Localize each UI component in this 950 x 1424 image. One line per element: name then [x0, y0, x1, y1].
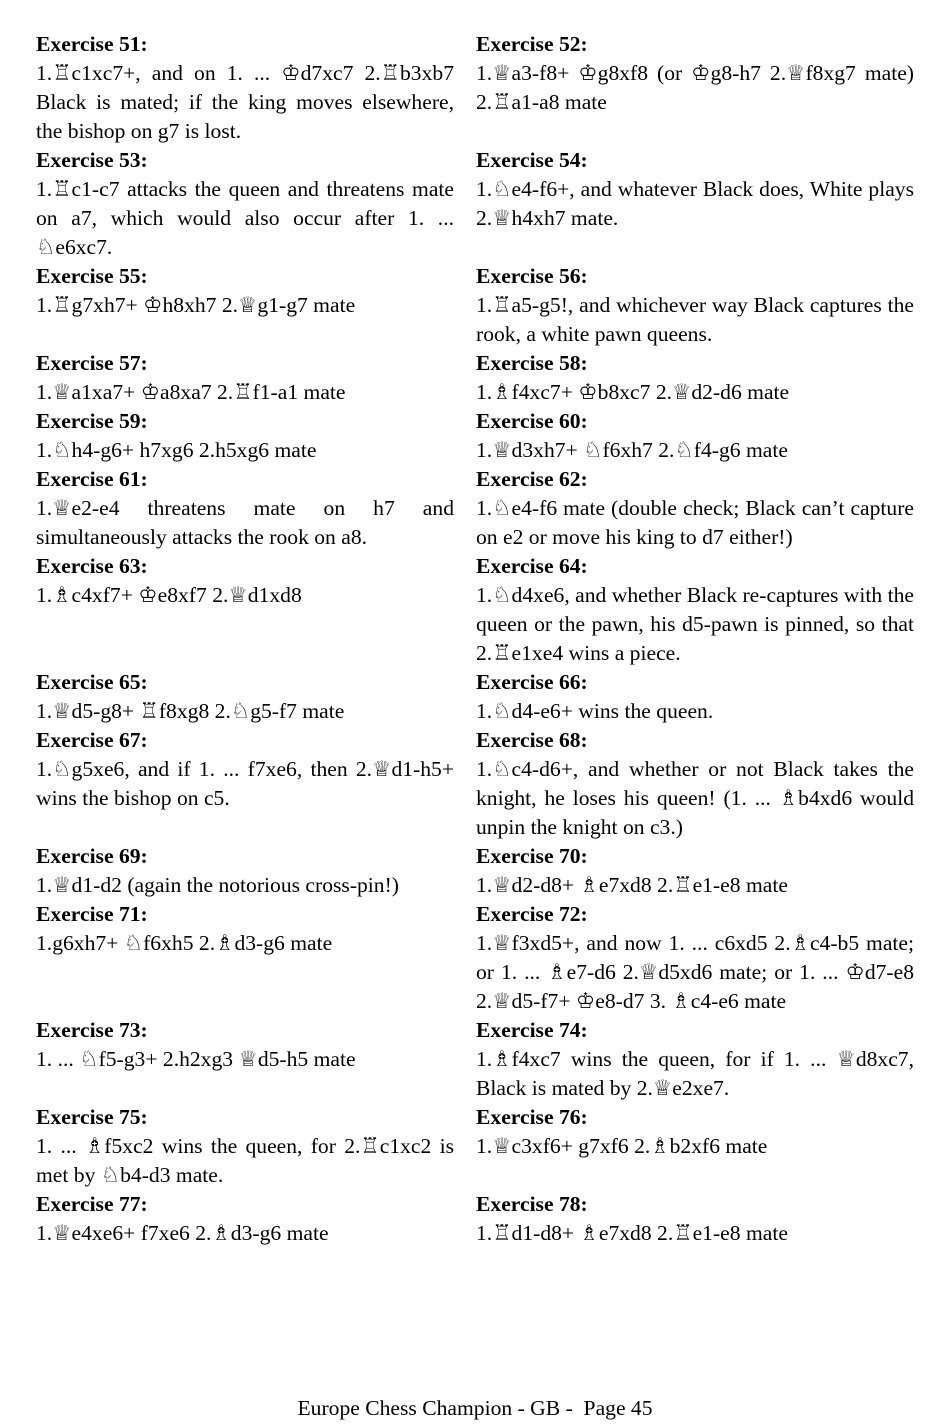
- exercise-title: Exercise 57:: [36, 351, 148, 375]
- exercise-solution: 1.♘g5xe6, and if 1. ... f7xe6, then 2.♕d1-h5+ wins the bishop on c5.: [36, 757, 454, 810]
- exercise-solution: 1.♕f3xd5+, and now 1. ... c6xd5 2.♗c4-b5 mate; or 1. ... ♗e7-d6 2.♕d5xd6 mate; or 1. ... ♔d7-e8 2.♕d5-f7+ ♔e8-d7 3. ♗c4-e6 mate: [476, 931, 914, 1013]
- exercise-title: Exercise 53:: [36, 148, 148, 172]
- exercise-title: Exercise 60:: [476, 409, 588, 433]
- exercise-entry: [36, 349, 454, 407]
- exercise-solution: 1.♘h4-g6+ h7xg6 2.h5xg6 mate: [36, 438, 317, 462]
- exercise-title: Exercise 66:: [476, 670, 588, 694]
- exercise-entry: [476, 465, 914, 552]
- exercise-solution: 1.♕d5-g8+ ♖f8xg8 2.♘g5-f7 mate: [36, 699, 345, 723]
- exercise-entry: [476, 552, 914, 668]
- exercise-entry: [36, 1190, 454, 1248]
- exercise-title: Exercise 52:: [476, 32, 588, 56]
- exercise-solution: 1.♗c4xf7+ ♔e8xf7 2.♕d1xd8: [36, 583, 302, 607]
- exercise-solution: 1.g6xh7+ ♘f6xh5 2.♗d3-g6 mate: [36, 931, 333, 955]
- exercise-title: Exercise 56:: [476, 264, 588, 288]
- exercise-solution: 1.♕d1-d2 (again the notorious cross-pin!): [36, 873, 399, 897]
- exercise-title: Exercise 55:: [36, 264, 148, 288]
- exercise-solution: 1.♗f4xc7 wins the queen, for if 1. ... ♕d8xc7, Black is mated by 2.♕e2xe7.: [476, 1047, 914, 1100]
- exercise-title: Exercise 64:: [476, 554, 588, 578]
- exercise-entry: [476, 726, 914, 842]
- exercise-solution: 1.♕d2-d8+ ♗e7xd8 2.♖e1-e8 mate: [476, 873, 788, 897]
- exercise-entry: [36, 30, 454, 146]
- exercise-grid: [36, 30, 914, 1248]
- exercise-solution: 1.♕e2-e4 threatens mate on h7 and simultaneously attacks the rook on a8.: [36, 496, 454, 549]
- exercise-solution: 1.♕d3xh7+ ♘f6xh7 2.♘f4-g6 mate: [476, 438, 788, 462]
- exercise-entry: [36, 552, 454, 610]
- exercise-solution: 1.♘e4-f6 mate (double check; Black can’t capture on e2 or move his king to d7 either!): [476, 496, 914, 549]
- exercise-title: Exercise 61:: [36, 467, 148, 491]
- page: [36, 30, 914, 1330]
- exercise-title: Exercise 68:: [476, 728, 588, 752]
- exercise-solution: 1. ... ♘f5-g3+ 2.h2xg3 ♕d5-h5 mate: [36, 1047, 356, 1071]
- exercise-title: Exercise 76:: [476, 1105, 588, 1129]
- exercise-entry: [36, 262, 454, 320]
- exercise-title: Exercise 63:: [36, 554, 148, 578]
- exercise-title: Exercise 58:: [476, 351, 588, 375]
- exercise-entry: [476, 262, 914, 349]
- exercise-entry: [476, 407, 914, 465]
- exercise-solution: 1.♕e4xe6+ f7xe6 2.♗d3-g6 mate: [36, 1221, 329, 1245]
- exercise-title: Exercise 70:: [476, 844, 588, 868]
- exercise-solution: 1.♖d1-d8+ ♗e7xd8 2.♖e1-e8 mate: [476, 1221, 788, 1245]
- exercise-entry: [476, 349, 914, 407]
- exercise-title: Exercise 54:: [476, 148, 588, 172]
- exercise-entry: [36, 146, 454, 262]
- exercise-solution: 1.♖c1-c7 attacks the queen and threatens mate on a7, which would also occur after 1. ... ♘e6xc7.: [36, 177, 454, 259]
- exercise-title: Exercise 75:: [36, 1105, 148, 1129]
- exercise-entry: [476, 668, 914, 726]
- exercise-title: Exercise 74:: [476, 1018, 588, 1042]
- exercise-entry: [476, 900, 914, 1016]
- exercise-title: Exercise 73:: [36, 1018, 148, 1042]
- exercise-title: Exercise 71:: [36, 902, 148, 926]
- exercise-solution: 1. ... ♗f5xc2 wins the queen, for 2.♖c1xc2 is met by ♘b4-d3 mate.: [36, 1134, 454, 1187]
- exercise-solution: 1.♕c3xf6+ g7xf6 2.♗b2xf6 mate: [476, 1134, 768, 1158]
- exercise-entry: [36, 407, 454, 465]
- exercise-entry: [36, 900, 454, 958]
- exercise-title: Exercise 69:: [36, 844, 148, 868]
- exercise-solution: 1.♗f4xc7+ ♔b8xc7 2.♕d2-d6 mate: [476, 380, 790, 404]
- exercise-entry: [476, 146, 914, 233]
- exercise-entry: [36, 1016, 454, 1074]
- exercise-solution: 1.♘d4-e6+ wins the queen.: [476, 699, 714, 723]
- exercise-title: Exercise 62:: [476, 467, 588, 491]
- exercise-entry: [36, 1103, 454, 1190]
- exercise-title: Exercise 77:: [36, 1192, 148, 1216]
- exercise-entry: [36, 668, 454, 726]
- exercise-solution: 1.♕a1xa7+ ♔a8xa7 2.♖f1-a1 mate: [36, 380, 346, 404]
- exercise-solution: 1.♖a5-g5!, and whichever way Black captures the rook, a white pawn queens.: [476, 293, 914, 346]
- exercise-entry: [36, 726, 454, 813]
- exercise-solution: 1.♕a3-f8+ ♔g8xf8 (or ♔g8-h7 2.♕f8xg7 mate) 2.♖a1-a8 mate: [476, 61, 914, 114]
- exercise-title: Exercise 51:: [36, 32, 148, 56]
- exercise-solution: 1.♖c1xc7+, and on 1. ... ♔d7xc7 2.♖b3xb7 Black is mated; if the king moves elsewhere, the bishop on g7 is lost.: [36, 61, 454, 143]
- exercise-solution: 1.♘d4xe6, and whether Black re-captures with the queen or the pawn, his d5-pawn is pinned, so that 2.♖e1xe4 wins a piece.: [476, 583, 914, 665]
- exercise-title: Exercise 65:: [36, 670, 148, 694]
- exercise-entry: [476, 1016, 914, 1103]
- exercise-entry: [476, 30, 914, 117]
- exercise-title: Exercise 78:: [476, 1192, 588, 1216]
- exercise-title: Exercise 67:: [36, 728, 148, 752]
- exercise-title: Exercise 59:: [36, 409, 148, 433]
- exercise-entry: [476, 1103, 914, 1161]
- exercise-solution: 1.♖g7xh7+ ♔h8xh7 2.♕g1-g7 mate: [36, 293, 356, 317]
- exercise-entry: [476, 842, 914, 900]
- exercise-solution: 1.♘c4-d6+, and whether or not Black takes the knight, he loses his queen! (1. ... ♗b4xd6 would unpin the knight on c3.): [476, 757, 914, 839]
- page-footer: Europe Chess Champion - GB - Page 45: [297, 1396, 653, 1420]
- exercise-entry: [36, 465, 454, 552]
- exercise-entry: [476, 1190, 914, 1248]
- exercise-entry: [36, 842, 454, 900]
- exercise-title: Exercise 72:: [476, 902, 588, 926]
- exercise-solution: 1.♘e4-f6+, and whatever Black does, White plays 2.♕h4xh7 mate.: [476, 177, 914, 230]
